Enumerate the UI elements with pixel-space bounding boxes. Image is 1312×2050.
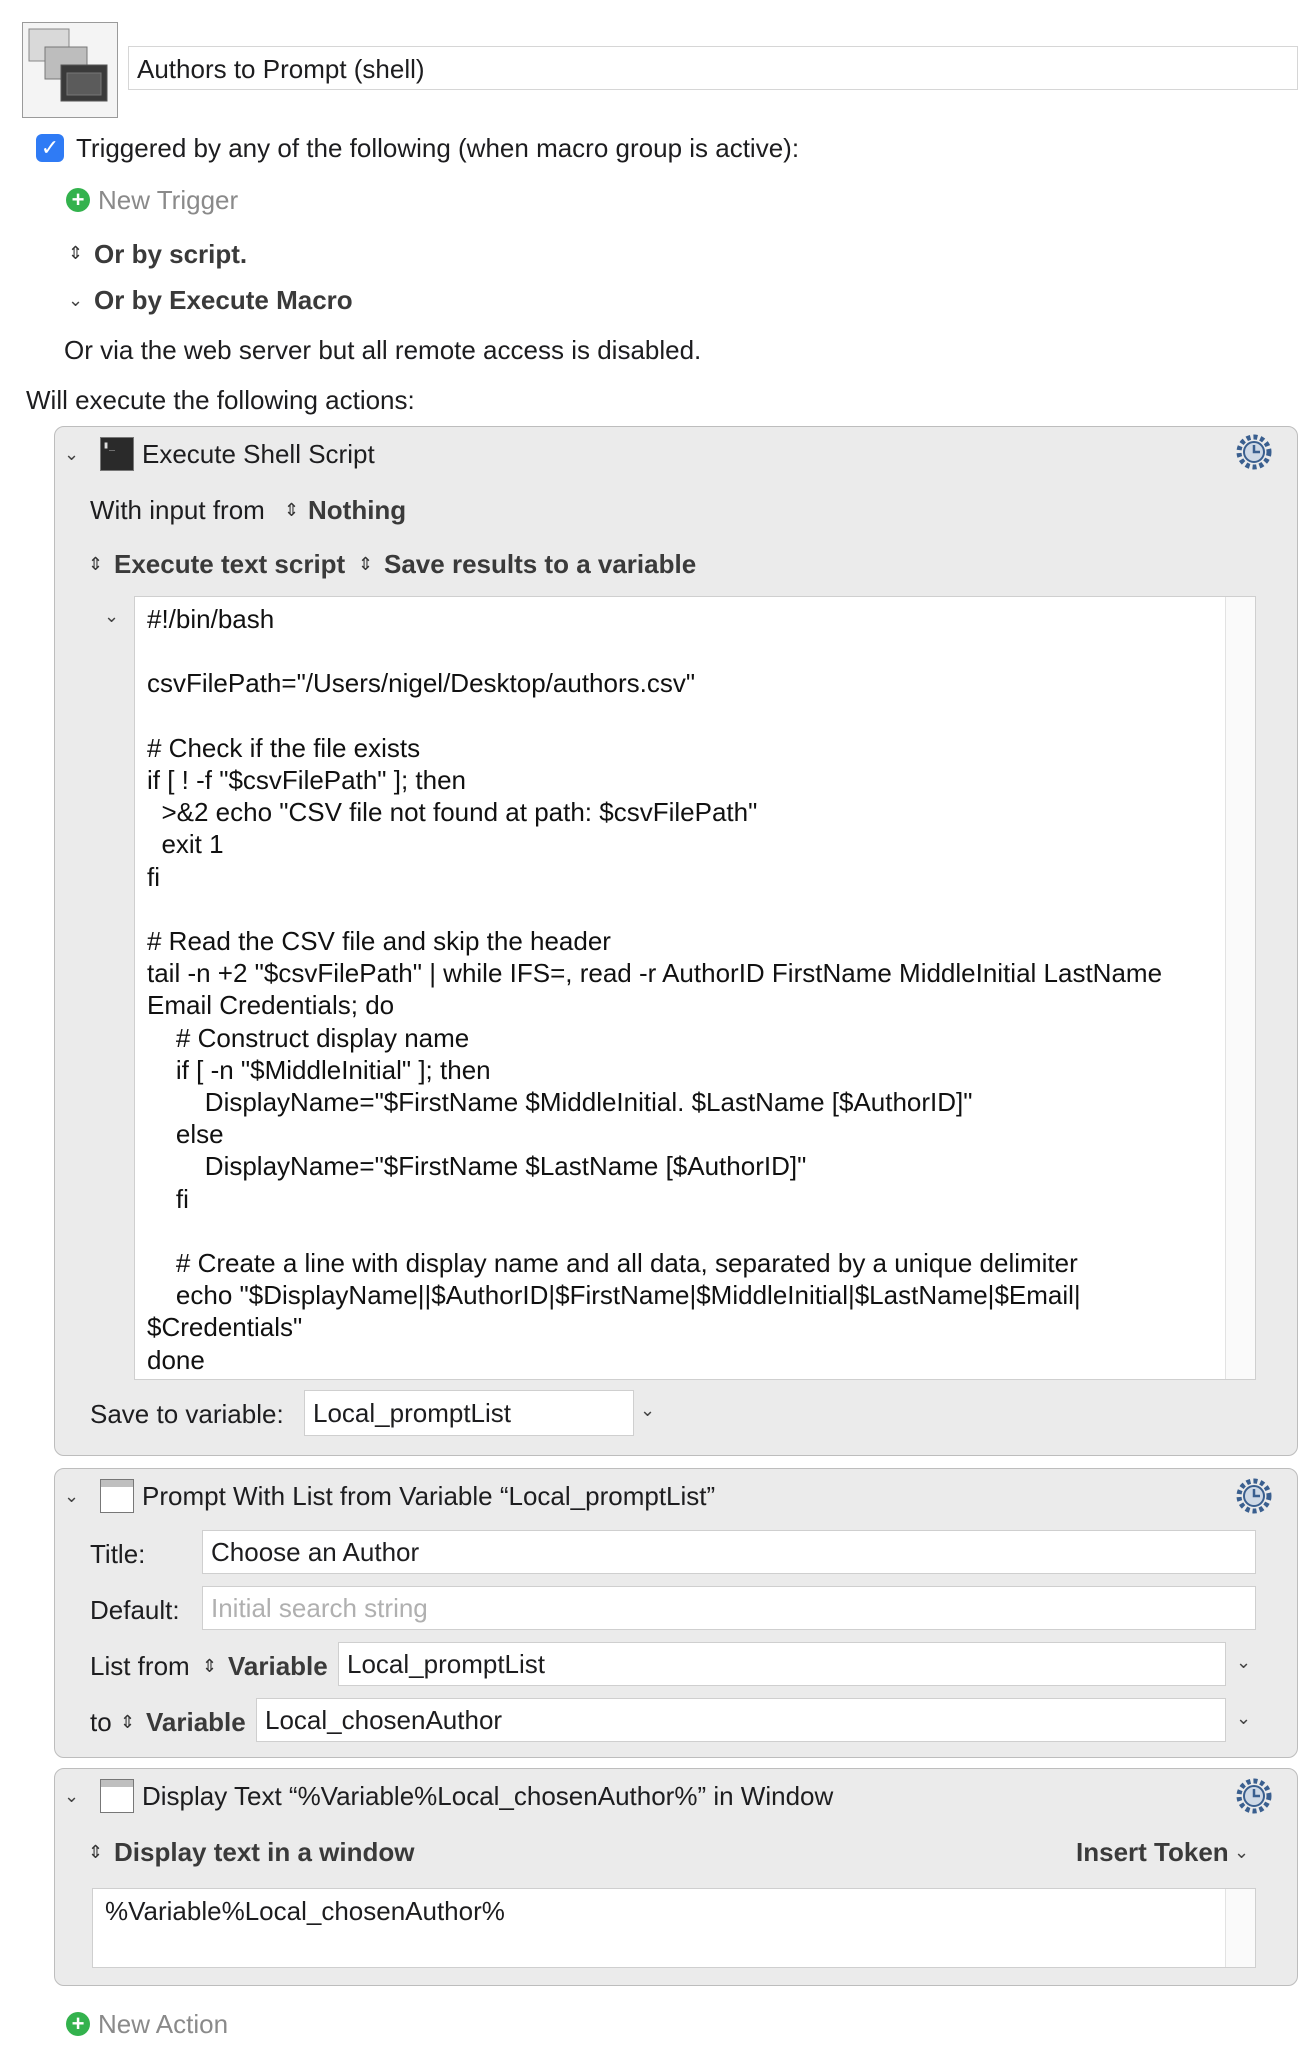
gear-icon[interactable] [1234,1476,1274,1516]
insert-token-chevron-icon[interactable]: ⌄ [1234,1842,1250,1862]
input-from-value[interactable]: Nothing [308,495,407,525]
list-from-label: List from [90,1651,190,1681]
script-line[interactable]: else [147,1119,224,1150]
to-variable-field[interactable]: Local_chosenAuthor [256,1698,1226,1742]
save-to-variable-label: Save to variable: [90,1399,284,1429]
new-trigger-link[interactable]: New Trigger [98,185,239,215]
results-mode-popup[interactable]: Save results to a variable [384,549,697,579]
script-text[interactable] [147,603,1237,1376]
prompt-action-title: Prompt With List from Variable “Local_promptList” [142,1481,716,1511]
execute-mode-popup[interactable]: Execute text script [114,549,346,579]
script-line[interactable]: csvFilePath="/Users/nigel/Desktop/authors.csv" [147,668,696,699]
script-line[interactable]: >&2 echo "CSV file not found at path: $csvFilePath" [147,797,758,828]
display-collapse-chevron-icon[interactable]: ⌄ [64,1786,80,1806]
list-from-type[interactable]: Variable [228,1651,328,1681]
script-line[interactable] [147,893,1237,925]
title-label: Title: [90,1539,146,1569]
to-variable-dropdown-icon[interactable]: ⌄ [1236,1708,1252,1728]
display-mode-popup[interactable]: Display text in a window [114,1837,415,1867]
script-line[interactable] [147,635,1237,667]
display-text-scrollbar[interactable] [1225,1889,1255,1967]
to-stepper-icon[interactable]: ⇕ [120,1712,136,1732]
terminal-icon: ▮_ [100,437,134,471]
input-stepper-icon[interactable]: ⇕ [284,500,300,520]
input-from-label: With input from [90,495,265,525]
script-line[interactable]: tail -n +2 "$csvFilePath" | while IFS=, read -r AuthorID FirstName MiddleInitial LastName [147,958,1163,989]
display-text-content[interactable]: %Variable%Local_chosenAuthor% [105,1896,505,1926]
default-field[interactable]: Initial search string [202,1586,1256,1630]
script-line[interactable] [147,1215,1237,1247]
mode-stepper-icon[interactable]: ⇕ [88,554,104,574]
prompt-title-field[interactable]: Choose an Author [202,1530,1256,1574]
script-line[interactable]: fi [147,861,160,892]
script-line[interactable]: # Check if the file exists [147,732,421,763]
script-collapse-chevron-icon[interactable]: ⌄ [104,606,120,626]
default-label: Default: [90,1595,180,1625]
script-line[interactable]: echo "$DisplayName||$AuthorID|$FirstName|$MiddleInitial|$LastName|$Email| [147,1280,1081,1311]
display-action-title: Display Text “%Variable%Local_chosenAuthor%” in Window [142,1781,834,1811]
macro-icon[interactable] [22,22,118,118]
script-scrollbar[interactable] [1225,597,1255,1379]
window-icon [100,1779,134,1813]
new-action-link[interactable]: New Action [98,2009,229,2039]
script-line[interactable]: done [147,1344,205,1375]
macro-name-field[interactable]: Authors to Prompt (shell) [128,46,1298,90]
triggers-label: Triggered by any of the following (when macro group is active): [76,133,800,163]
to-type[interactable]: Variable [146,1707,246,1737]
script-line[interactable]: exit 1 [147,829,224,860]
script-line[interactable]: $Credentials" [147,1312,303,1343]
window-icon [100,1479,134,1513]
script-line[interactable]: # Read the CSV file and skip the header [147,926,611,957]
list-from-variable-field[interactable]: Local_promptList [338,1642,1226,1686]
script-line[interactable]: #!/bin/bash [147,604,275,634]
display-mode-stepper-icon[interactable]: ⇕ [88,1842,104,1862]
script-line[interactable]: # Create a line with display name and all data, separated by a unique delimiter [147,1248,1078,1279]
new-trigger-plus-icon[interactable]: + [66,188,90,212]
triggers-checkbox[interactable]: ✓ [36,134,64,162]
to-label: to [90,1707,112,1737]
script-line[interactable] [147,700,1237,732]
script-line[interactable]: DisplayName="$FirstName $LastName [$AuthorID]" [147,1151,807,1182]
save-variable-field[interactable]: Local_promptList [304,1390,634,1436]
save-variable-dropdown-icon[interactable]: ⌄ [640,1400,656,1420]
script-editor[interactable] [134,596,1256,1380]
chevron-down-icon[interactable]: ⌄ [68,290,84,310]
prompt-collapse-chevron-icon[interactable]: ⌄ [64,1486,80,1506]
list-from-dropdown-icon[interactable]: ⌄ [1236,1652,1252,1672]
actions-label: Will execute the following actions: [26,385,415,415]
script-line[interactable]: Email Credentials; do [147,990,395,1021]
up-down-chevron-icon[interactable]: ⇕ [68,243,84,263]
display-text-editor[interactable] [92,1888,1256,1968]
script-line[interactable]: DisplayName="$FirstName $MiddleInitial. $LastName [$AuthorID]" [147,1087,973,1118]
insert-token-button[interactable]: Insert Token [1076,1837,1229,1867]
script-line[interactable]: # Construct display name [147,1022,470,1053]
shell-action-title: Execute Shell Script [142,439,375,469]
gear-icon[interactable] [1234,1776,1274,1816]
new-action-plus-icon[interactable]: + [66,2012,90,2036]
script-line[interactable]: if [ ! -f "$csvFilePath" ]; then [147,765,467,796]
script-line[interactable]: if [ -n "$MiddleInitial" ]; then [147,1054,491,1085]
web-server-note: Or via the web server but all remote access is disabled. [64,335,702,365]
gear-icon[interactable] [1234,432,1274,472]
results-stepper-icon[interactable]: ⇕ [358,554,374,574]
or-by-execute-macro[interactable]: Or by Execute Macro [94,285,353,315]
script-line[interactable]: fi [147,1183,189,1214]
shell-collapse-chevron-icon[interactable]: ⌄ [64,444,80,464]
list-from-stepper-icon[interactable]: ⇕ [202,1656,218,1676]
or-by-script[interactable]: Or by script. [94,239,248,269]
